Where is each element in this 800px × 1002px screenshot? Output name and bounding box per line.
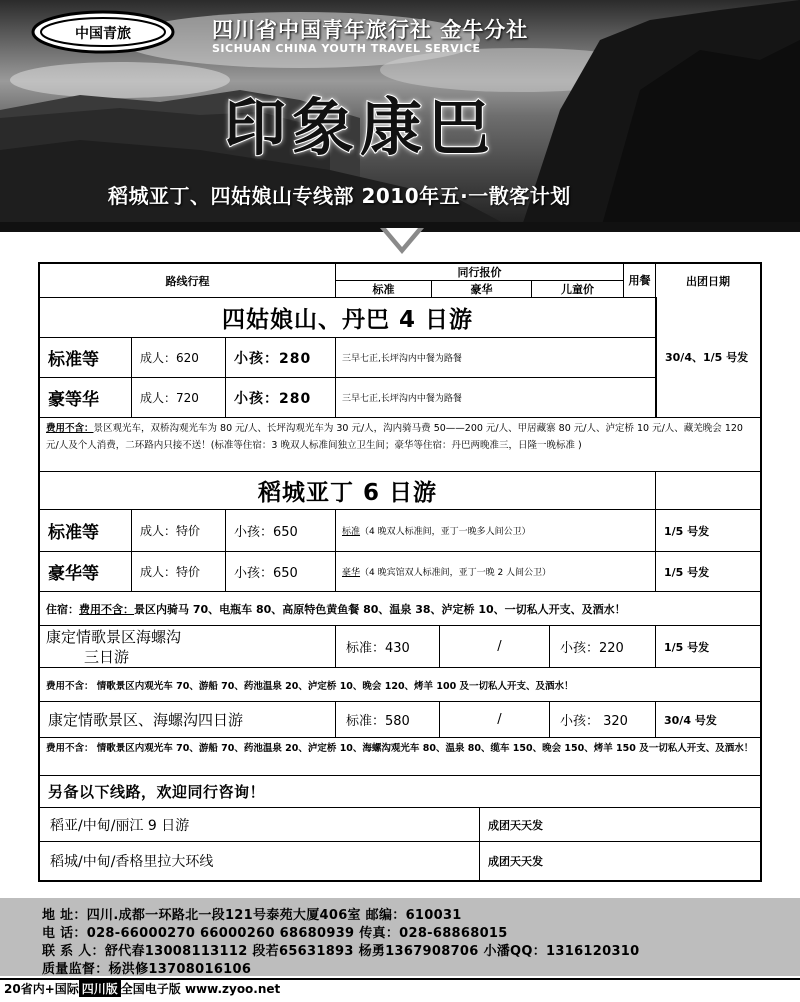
publication-edition: 四川版: [79, 980, 121, 997]
agency-name-en: SICHUAN CHINA YOUTH TRAVEL SERVICE: [212, 42, 481, 55]
section4-luxury: /: [440, 702, 550, 737]
header-meal: 用餐: [624, 264, 656, 297]
section3-excluded-row: [40, 668, 760, 702]
more-route-row: [40, 808, 760, 842]
section1-date: 30/4、1/5 号发: [656, 297, 760, 417]
footer-address: 地 址：四川.成都一环路北一段121号泰苑大厦406室 邮编：610031: [42, 908, 462, 923]
section2-level-standard: 标准等: [40, 510, 132, 551]
more-route-1-schedule: 成团天天发: [488, 818, 543, 832]
section2-title: 稻城亚丁 6 日游: [40, 472, 656, 509]
section3-luxury: /: [440, 626, 550, 667]
section4-excluded-row: [40, 738, 760, 776]
section2-adult-luxury: 成人：特价: [132, 552, 226, 591]
section2-title-row: [40, 472, 760, 510]
section4-standard: 标准：580: [336, 702, 440, 737]
section3-date: 1/5 号发: [664, 640, 710, 654]
table-header: [40, 264, 760, 298]
header-departure: 出团日期: [686, 274, 730, 288]
section3-child: 小孩：220: [550, 626, 656, 667]
publication-website: 全国电子版 www.zyoo.net: [120, 982, 281, 996]
footer-contacts: 联 系 人：舒代春13008113112 段若65631893 杨勇1367908706 小潘QQ：1316120310: [42, 944, 640, 959]
agency-logo: [28, 8, 178, 56]
section1-title: 四姑娘山、丹巴 4 日游: [40, 298, 656, 337]
publication-prefix: 20省内+国际: [4, 982, 79, 996]
section1-note-luxury: 三早七正,长坪沟内中餐为路餐: [336, 378, 656, 417]
section4-title: 康定情歌景区、海螺沟四日游: [40, 702, 336, 737]
section1-level-standard: 标准等: [40, 338, 132, 378]
section2-child-luxury: 小孩：650: [226, 552, 336, 591]
section2-excluded-row: [40, 592, 760, 626]
contact-footer: [0, 898, 800, 976]
section2-date-luxury: 1/5 号发: [664, 565, 710, 579]
header-peer-price: 同行报价: [336, 264, 624, 281]
brand-title: 印象康巴: [224, 91, 497, 164]
section4-excluded: 费用不含： 情歌景区内观光车 70、游船 70、药池温泉 20、泸定桥 10、海螺沟观光车 80、温泉 80、缆车 150、晚会 150、烤羊 150 及一切私人开支、及酒水！: [46, 743, 754, 754]
agency-name-cn: 四川省中国青年旅行社 金牛分社: [212, 18, 529, 42]
section1-child-standard: 小孩：280: [226, 338, 336, 378]
section1-excluded-label: 费用不含：: [46, 423, 94, 434]
banner-subtitle: 稻城亚丁、四姑娘山专线部 2010年五·一散客计划: [108, 184, 571, 208]
section1-child-luxury: 小孩：280: [226, 378, 336, 417]
section3-title: 康定情歌景区海螺沟 三日游: [40, 626, 336, 667]
header-standard: 标准: [336, 281, 432, 297]
header-luxury: 豪华: [432, 281, 532, 297]
section1-note-standard: 三早七正,长坪沟内中餐为路餐: [336, 338, 656, 378]
section4-row: [40, 702, 760, 738]
more-heading: 另备以下线路，欢迎同行咨询！: [48, 783, 266, 801]
section1-excluded-text: 景区观光车，双桥沟观光车为 80 元/人、长坪沟观光车为 30 元/人，沟内骑马费 50——200 元/人、甲居藏寨 80 元/人、泸定桥 10 元/人、藏羌晚会 120 元/人及个人消费，二环路内只接不送！(标准等住宿：3 晚双人标准间独立卫生间；豪华等住宿：丹巴两晚准三，日隆一晚标准 ): [46, 423, 743, 451]
more-route-row: [40, 842, 760, 880]
section2-row-standard: [40, 510, 760, 552]
header-child-price: 儿童价: [532, 281, 624, 297]
section2-date-standard: 1/5 号发: [664, 524, 710, 538]
section4-date: 30/4 号发: [664, 713, 717, 727]
section2-adult-standard: 成人：特价: [132, 510, 226, 551]
more-route-2-name: 稻城/中甸/香格里拉大环线: [40, 842, 480, 880]
section1-excluded-row: [40, 418, 760, 472]
section2-note-luxury: 豪华 （4 晚宾馆双人标准间，亚丁一晚 2 人间公卫）: [336, 552, 656, 591]
section2-note-standard: 标准 （4 晚双人标准间，亚丁一晚多人间公卫）: [336, 510, 656, 551]
section2-excluded: 住宿： 费用不含： 景区内骑马 70、电瓶车 80、高原特色黄鱼餐 80、温泉 38、泸定桥 10、一切私人开支、及酒水！: [46, 602, 626, 616]
section1-level-luxury: 豪等华: [40, 378, 132, 417]
footer-phone: 电 话：028-66000270 66000260 68680939 传真：028-68868015: [42, 926, 508, 941]
section3-excluded: 费用不含： 情歌景区内观光车 70、游船 70、药池温泉 20、泸定桥 10、晚会 120、烤羊 100 及一切私人开支、及酒水！: [46, 680, 574, 692]
price-table: [38, 262, 762, 882]
section3-standard: 标准：430: [336, 626, 440, 667]
section1-rows: [40, 338, 760, 418]
section2-child-standard: 小孩：650: [226, 510, 336, 551]
section2-level-luxury: 豪华等: [40, 552, 132, 591]
header-route: 路线行程: [40, 264, 336, 297]
section1-adult-standard: 成人：620: [132, 338, 226, 378]
more-route-1-name: 稻亚/中甸/丽江 9 日游: [40, 808, 480, 841]
header-banner: [0, 0, 800, 232]
section4-child: 小孩： 320: [550, 702, 656, 737]
section1-excluded: [40, 418, 760, 456]
section1-title-row: [40, 298, 760, 338]
section2-row-luxury: [40, 552, 760, 592]
footer-supervision: 质量监督：杨洪修13708016106: [42, 962, 252, 977]
section3-row: [40, 626, 760, 668]
logo-text: 中国青旅: [75, 26, 131, 42]
publication-bar: [0, 978, 800, 1002]
more-route-2-schedule: 成团天天发: [488, 855, 543, 868]
section1-adult-luxury: 成人：720: [132, 378, 226, 417]
more-heading-row: [40, 776, 760, 808]
